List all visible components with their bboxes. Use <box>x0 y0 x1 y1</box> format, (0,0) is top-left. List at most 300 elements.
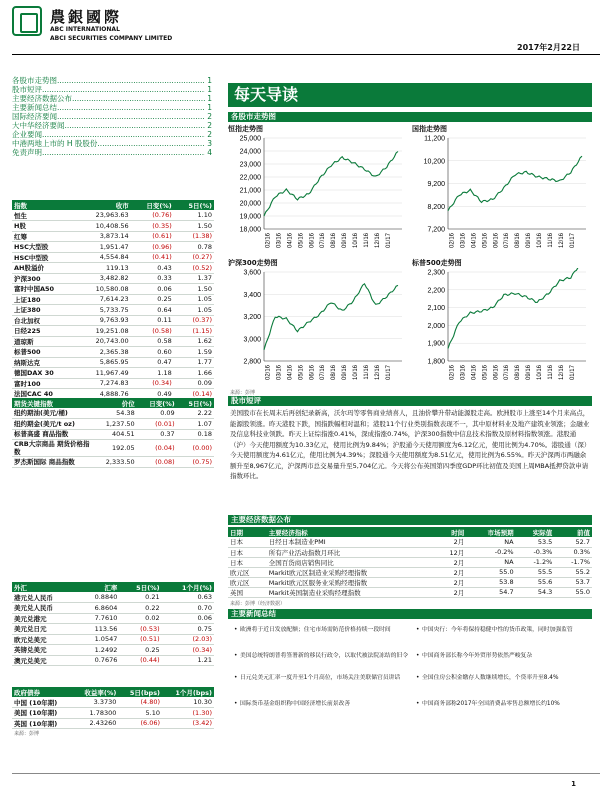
y-tick-label: 3,600 <box>243 269 261 277</box>
chart-title: 国指走势图 <box>412 125 447 133</box>
market-row <box>12 221 214 232</box>
x-tick-label: 06/16 <box>493 365 500 381</box>
table-cell: 6.8604 <box>78 603 119 614</box>
table-header-row <box>12 200 214 210</box>
table-cell: 54.3 <box>516 587 555 597</box>
x-tick-label: 12/16 <box>375 233 381 249</box>
x-tick-label: 01/17 <box>569 233 576 249</box>
toc-item-page: 3 <box>207 139 212 148</box>
table-cell: 119.13 <box>76 263 130 274</box>
table-cell: 0.43 <box>131 263 174 274</box>
futures-row <box>12 440 214 457</box>
table-cell: 0.06 <box>162 613 214 624</box>
table-cell: (0.96) <box>131 242 174 253</box>
table-cell: 1.37 <box>174 273 214 284</box>
table-cell: (1.38) <box>174 231 214 242</box>
table-cell: 欧元区 <box>228 567 267 577</box>
table-cell: 罗杰斯国际 商品指数 <box>12 457 92 468</box>
x-tick-label: 04/16 <box>471 233 478 249</box>
market-row <box>12 315 214 326</box>
table-cell: 7,614.23 <box>76 294 130 305</box>
table-cell: (1.30) <box>162 708 214 719</box>
table-cell: 113.56 <box>78 624 119 635</box>
table-cell: 2月 <box>435 557 466 567</box>
table-cell: 0.06 <box>131 284 174 295</box>
table-cell: 55.2 <box>554 567 592 577</box>
table-cell: 0.64 <box>131 305 174 316</box>
table-cell: 美元兑港元 <box>12 613 78 624</box>
market-row <box>12 231 214 242</box>
column-header: 汇率 <box>78 582 119 592</box>
market-index-table <box>12 200 214 400</box>
table-cell: 中国 (10年期) <box>12 697 72 708</box>
x-tick-label: 05/16 <box>298 365 305 381</box>
toc-leader <box>57 76 205 85</box>
table-of-contents <box>12 76 212 157</box>
x-tick-label: 10/16 <box>353 365 360 381</box>
table-cell: 5,865.95 <box>76 357 130 368</box>
table-cell: 1.78300 <box>72 708 118 719</box>
table-cell: 富时中国A50 <box>12 284 76 295</box>
futures-table <box>12 398 214 468</box>
table-cell: 53.8 <box>466 577 515 587</box>
table-cell: 0.18 <box>177 429 214 440</box>
column-header: 指数 <box>12 200 76 210</box>
toc-item[interactable] <box>12 94 212 103</box>
x-tick-label: 11/16 <box>364 233 371 248</box>
market-row <box>12 305 214 316</box>
table-cell: (0.34) <box>162 645 214 656</box>
y-tick-label: 25,000 <box>239 135 261 143</box>
eco-row <box>228 557 592 567</box>
y-tick-label: 2,800 <box>243 358 261 366</box>
table-cell: 道琼斯 <box>12 336 76 347</box>
x-tick-label: 07/16 <box>320 233 327 249</box>
table-cell: 1,951.47 <box>76 242 130 253</box>
x-tick-label: 11/16 <box>548 365 555 380</box>
table-cell: 德国DAX 30 <box>12 368 76 379</box>
toc-leader <box>57 103 205 112</box>
table-cell: 1,237.50 <box>92 419 137 430</box>
table-cell: 欧元兑美元 <box>12 634 78 645</box>
x-tick-label: 09/16 <box>526 233 533 249</box>
x-tick-label: 06/16 <box>309 233 316 249</box>
table-cell: 10,580.08 <box>76 284 130 295</box>
y-tick-label: 3,400 <box>243 291 261 299</box>
y-tick-label: 18,000 <box>239 226 261 234</box>
table-cell: 10,408.56 <box>76 221 130 232</box>
table-cell: 0.09 <box>174 378 214 389</box>
toc-item[interactable] <box>12 103 212 112</box>
table-cell: 所有产业活动指数月环比 <box>267 547 436 557</box>
x-tick-label: 05/16 <box>482 365 489 381</box>
y-tick-label: 1,900 <box>427 340 445 348</box>
toc-leader <box>65 121 206 130</box>
column-header: 5日(%) <box>119 582 161 592</box>
table-cell: 7.7610 <box>78 613 119 624</box>
toc-item[interactable] <box>12 121 212 130</box>
market-row <box>12 242 214 253</box>
toc-item-title: 中港两地上市的 H 股股份 <box>12 139 98 148</box>
table-cell: 纽约期金(美元/t oz) <box>12 419 92 430</box>
table-cell: 5.10 <box>118 708 162 719</box>
x-tick-label: 05/16 <box>298 233 305 249</box>
column-header: 主要经济指标 <box>267 527 436 537</box>
bond-row <box>12 708 214 719</box>
column-header: 日期 <box>228 527 267 537</box>
table-cell: (2.03) <box>162 634 214 645</box>
table-cell: HSC大型股 <box>12 242 76 253</box>
futures-row <box>12 457 214 468</box>
table-cell: 全国百货商店销售同比 <box>267 557 436 567</box>
table-cell: 0.7676 <box>78 655 119 666</box>
table-cell: 54.7 <box>466 587 515 597</box>
table-cell: Markit欧元区服务业采购经理指数 <box>267 577 436 587</box>
toc-item-title: 国际经济要闻 <box>12 112 57 121</box>
table-cell: 3,482.82 <box>76 273 130 284</box>
column-header: 日变(%) <box>137 398 177 408</box>
sp500-chart <box>412 258 592 388</box>
y-tick-label: 19,000 <box>239 213 261 221</box>
table-cell: -0.2% <box>466 547 515 557</box>
table-cell: 404.51 <box>92 429 137 440</box>
y-tick-label: 10,200 <box>423 158 445 166</box>
table-cell: 54.38 <box>92 408 137 419</box>
table-cell: 55.0 <box>554 587 592 597</box>
column-header: 1个月(bps) <box>162 687 214 697</box>
market-row <box>12 336 214 347</box>
table-cell: 3,873.14 <box>76 231 130 242</box>
news-title: 主要新闻总结 <box>228 609 592 619</box>
fx-row <box>12 624 214 635</box>
table-cell: 0.21 <box>119 592 161 603</box>
x-tick-label: 05/16 <box>482 233 489 249</box>
table-cell: 0.60 <box>131 347 174 358</box>
table-cell: Markit欧元区制造业采购经理指数 <box>267 567 436 577</box>
table-cell: 0.25 <box>131 294 174 305</box>
charts-section-title: 各股市走势图 <box>228 112 592 122</box>
table-cell: 5,733.75 <box>76 305 130 316</box>
table-cell: 0.11 <box>131 315 174 326</box>
chart-svg <box>412 134 592 255</box>
news-item: • 欧洲将于近日发放配额；住宅市场需防范价格持续一段时间 <box>240 626 410 635</box>
market-row <box>12 368 214 379</box>
table-cell: (0.52) <box>174 263 214 274</box>
series-line <box>264 284 398 350</box>
table-cell: 日本 <box>228 547 267 557</box>
footer-divider <box>12 773 600 774</box>
logo-english-name: ABC INTERNATIONAL <box>50 26 120 33</box>
page-banner-title: 每天导读 <box>228 83 592 107</box>
eco-data-table <box>228 527 592 598</box>
table-cell: NA <box>466 557 515 567</box>
table-cell: 2月 <box>435 567 466 577</box>
toc-item[interactable] <box>12 76 212 85</box>
table-cell: (3.42) <box>162 718 214 729</box>
fx-row <box>12 603 214 614</box>
table-cell: 1.21 <box>162 655 214 666</box>
table-cell: (0.37) <box>174 315 214 326</box>
table-cell: (4.80) <box>118 697 162 708</box>
x-tick-label: 03/16 <box>276 365 283 381</box>
y-tick-label: 24,000 <box>239 148 261 156</box>
table-cell: 1.62 <box>174 336 214 347</box>
market-row <box>12 326 214 337</box>
column-header: 5日(%) <box>174 200 214 210</box>
table-cell: (0.75) <box>177 457 214 468</box>
y-tick-label: 7,200 <box>427 226 445 234</box>
table-cell: (0.41) <box>131 252 174 263</box>
logo-chinese-name: 農銀國際 <box>50 8 123 26</box>
fx-row <box>12 645 214 656</box>
table-cell: 1.77 <box>174 357 214 368</box>
table-cell: 台北加权 <box>12 315 76 326</box>
market-row <box>12 357 214 368</box>
table-cell: 欧元区 <box>228 577 267 587</box>
table-cell: 11,967.49 <box>76 368 130 379</box>
x-tick-label: 03/16 <box>460 365 467 381</box>
eco-row <box>228 587 592 597</box>
x-tick-label: 07/16 <box>320 365 327 381</box>
table-cell: 1.05 <box>174 305 214 316</box>
table-cell: 7,274.83 <box>76 378 130 389</box>
x-tick-label: 07/16 <box>504 233 511 249</box>
table-cell: 英国 (10年期) <box>12 718 72 729</box>
table-cell: 沪深300 <box>12 273 76 284</box>
commentary-title: 股市短评 <box>228 396 592 406</box>
table-cell: 2,333.50 <box>92 457 137 468</box>
csi300-chart <box>228 258 408 388</box>
table-cell: (0.14) <box>174 389 214 400</box>
table-cell: (0.44) <box>119 655 161 666</box>
y-tick-label: 2,000 <box>427 322 445 330</box>
page-number: 1 <box>571 780 576 788</box>
x-tick-label: 08/16 <box>515 365 522 381</box>
table-cell: 55.6 <box>516 577 555 587</box>
table-cell: 1.59 <box>174 347 214 358</box>
x-tick-label: 03/16 <box>276 233 283 249</box>
toc-item[interactable] <box>12 130 212 139</box>
y-tick-label: 2,100 <box>427 305 445 313</box>
table-cell: 1.07 <box>177 419 214 430</box>
y-tick-label: 2,300 <box>427 269 445 277</box>
toc-item[interactable] <box>12 112 212 121</box>
table-cell: 10.30 <box>162 697 214 708</box>
x-tick-label: 01/17 <box>569 365 576 381</box>
table-cell: 0.78 <box>174 242 214 253</box>
toc-item-page: 1 <box>207 76 212 85</box>
table-cell: 美国 (10年期) <box>12 708 72 719</box>
fx-table <box>12 582 214 666</box>
table-cell: 1.05 <box>174 294 214 305</box>
table-cell: 53.5 <box>516 537 555 547</box>
table-cell: 日经225 <box>12 326 76 337</box>
toc-leader <box>42 148 205 157</box>
market-row <box>12 252 214 263</box>
chart-title: 标普500走势图 <box>412 259 462 267</box>
y-tick-label: 9,200 <box>427 181 445 188</box>
x-tick-label: 08/16 <box>515 233 522 249</box>
toc-leader <box>57 112 205 121</box>
x-tick-label: 02/16 <box>449 233 456 249</box>
table-cell: (6.06) <box>118 718 162 729</box>
table-cell: 0.63 <box>162 592 214 603</box>
bond-table-wrap <box>12 687 214 729</box>
hscei-chart <box>412 124 592 256</box>
table-cell: NA <box>466 537 515 547</box>
toc-item-title: 免责声明 <box>12 148 42 157</box>
x-tick-label: 02/16 <box>449 365 456 381</box>
table-cell: 20,743.00 <box>76 336 130 347</box>
table-cell: 上证180 <box>12 294 76 305</box>
table-cell: 1.0547 <box>78 634 119 645</box>
x-tick-label: 02/16 <box>265 233 272 249</box>
table-header-row <box>12 582 214 592</box>
toc-leader <box>42 85 205 94</box>
table-cell: 2月 <box>435 577 466 587</box>
y-tick-label: 3,200 <box>243 314 261 321</box>
column-header: 价位 <box>92 398 137 408</box>
x-tick-label: 11/16 <box>548 233 555 248</box>
table-cell: 2,365.38 <box>76 347 130 358</box>
x-tick-label: 04/16 <box>287 365 294 381</box>
toc-item-title: 大中华经济要闻 <box>12 121 65 130</box>
x-tick-label: 10/16 <box>537 365 544 381</box>
eco-row <box>228 537 592 547</box>
toc-leader <box>72 94 205 103</box>
table-cell: (0.51) <box>119 634 161 645</box>
table-header-row <box>12 398 214 408</box>
table-cell: 12月 <box>435 547 466 557</box>
fx-row <box>12 613 214 624</box>
column-header: 市场预期 <box>466 527 515 537</box>
table-cell: 55.5 <box>516 567 555 577</box>
news-item: • 美国总统特朗普将签署新的移民行政令，以取代被法院冻结的旧令 <box>240 652 410 661</box>
market-row <box>12 284 214 295</box>
table-cell: 恒生 <box>12 210 76 221</box>
news-item: • 中国商务部长称今年外贸形势依然严峻复杂 <box>422 652 592 661</box>
x-tick-label: 04/16 <box>471 365 478 381</box>
market-row <box>12 273 214 284</box>
toc-item[interactable] <box>12 85 212 94</box>
table-cell: 纳斯达克 <box>12 357 76 368</box>
chart-svg <box>228 134 408 255</box>
x-tick-label: 01/17 <box>385 365 392 381</box>
fx-table-wrap <box>12 582 214 666</box>
eco-table-wrap <box>228 527 592 598</box>
company-logo-icon <box>12 6 42 36</box>
x-tick-label: 01/17 <box>385 233 392 249</box>
table-cell: 1.18 <box>131 368 174 379</box>
table-cell: 英国 <box>228 587 267 597</box>
toc-item-page: 1 <box>207 94 212 103</box>
column-header: 政府债券 <box>12 687 72 697</box>
table-cell: 4,554.84 <box>76 252 130 263</box>
table-cell: 上证380 <box>12 305 76 316</box>
table-cell: AH股溢价 <box>12 263 76 274</box>
table-cell: 0.75 <box>162 624 214 635</box>
futures-row <box>12 429 214 440</box>
table-cell: 19,251.08 <box>76 326 130 337</box>
table-cell: 3.3730 <box>72 697 118 708</box>
column-header: 实际值 <box>516 527 555 537</box>
table-cell: 53.7 <box>554 577 592 587</box>
y-tick-label: 22,000 <box>239 174 261 182</box>
x-tick-label: 08/16 <box>331 233 338 249</box>
x-tick-label: 10/16 <box>537 233 544 249</box>
toc-item-page: 2 <box>207 112 212 121</box>
table-cell: 美元兑人民币 <box>12 603 78 614</box>
fx-row <box>12 634 214 645</box>
table-cell: (0.01) <box>137 419 177 430</box>
table-cell: 2月 <box>435 537 466 547</box>
column-header: 5日(%) <box>177 398 214 408</box>
hsi-chart <box>228 124 408 256</box>
table-cell: HSC中型股 <box>12 252 76 263</box>
report-date: 2017年2月22日 <box>517 43 580 52</box>
table-cell: 1.2492 <box>78 645 119 656</box>
toc-item[interactable] <box>12 139 212 148</box>
table-cell: 0.47 <box>131 357 174 368</box>
x-tick-label: 07/16 <box>504 365 511 381</box>
commentary-text: 美国股市在长周末后再创纪录新高，沃尔玛等零售商业绩喜人，且油价攀升带动能源股走高。欧洲股市上涨至14个月来高点，能源股领涨。昨天港股下跌，国指跌幅相对温和；港股11个行业类别指数表现不一，其中原材料业及地产建筑业领涨；金融业及信息科技业领跌。昨天上证综指涨0.41%，深成指涨0.74%，沪深300指数中信息技术指数及原材料指数领涨。港股通（沪）今天使用额度为10.33亿元，使用比例为9.84%；沪股通今天使用额度为6.12亿元，使用比例为4.70%。港股通（深）今天使用额度为4.61亿元，使用比例为4.39%；深股通今天使用额度为8.51亿元，使用比例为6.55%。昨天沪深两市两融余额升至8,967亿元，沪深两市总交易量升至5,704亿元。今天将公布英国第四季度GDP环比初值及美国上周MBA抵押贷款申请指数环比。 <box>230 409 590 480</box>
table-cell: 富时100 <box>12 378 76 389</box>
table-cell: 0.22 <box>119 603 161 614</box>
bond-table <box>12 687 214 729</box>
table-cell: 55.0 <box>466 567 515 577</box>
table-cell: 红筹 <box>12 231 76 242</box>
chart-svg <box>412 268 592 387</box>
column-header: 日变(%) <box>131 200 174 210</box>
market-row <box>12 210 214 221</box>
charts-source: 来源：彭博 <box>230 390 256 396</box>
toc-item-title: 主要经济数据公布 <box>12 94 72 103</box>
x-tick-label: 06/16 <box>309 365 316 381</box>
x-tick-label: 02/16 <box>265 365 272 381</box>
table-cell: (0.35) <box>131 221 174 232</box>
y-tick-label: 3,000 <box>243 336 261 344</box>
table-header-row <box>228 527 592 537</box>
table-cell: 0.58 <box>131 336 174 347</box>
x-tick-label: 10/16 <box>353 233 360 249</box>
column-header: 5日(bps) <box>118 687 162 697</box>
table-cell: (0.34) <box>131 378 174 389</box>
table-cell: 标普500 <box>12 347 76 358</box>
chart-title: 恒指走势图 <box>228 125 263 133</box>
x-tick-label: 12/16 <box>559 233 565 249</box>
table-cell: (1.15) <box>174 326 214 337</box>
logo-company-name: ABCI SECURITIES COMPANY LIMITED <box>50 35 173 42</box>
table-cell: 0.49 <box>131 389 174 400</box>
column-header: 1个月(%) <box>162 582 214 592</box>
table-cell: 法国CAC 40 <box>12 389 76 400</box>
table-cell: 2.22 <box>177 408 214 419</box>
table-cell: 0.09 <box>137 408 177 419</box>
table-cell: 标普高盛 商品指数 <box>12 429 92 440</box>
table-cell: -0.3% <box>516 547 555 557</box>
table-cell: 0.25 <box>119 645 161 656</box>
bond-row <box>12 718 214 729</box>
table-cell: (0.27) <box>174 252 214 263</box>
header-divider <box>12 54 600 55</box>
column-header: 外汇 <box>12 582 78 592</box>
toc-item-page: 1 <box>207 85 212 94</box>
toc-item[interactable] <box>12 148 212 157</box>
x-tick-label: 11/16 <box>364 365 371 380</box>
series-line <box>448 268 582 349</box>
table-cell: 23,963.63 <box>76 210 130 221</box>
table-cell: (0.53) <box>119 624 161 635</box>
